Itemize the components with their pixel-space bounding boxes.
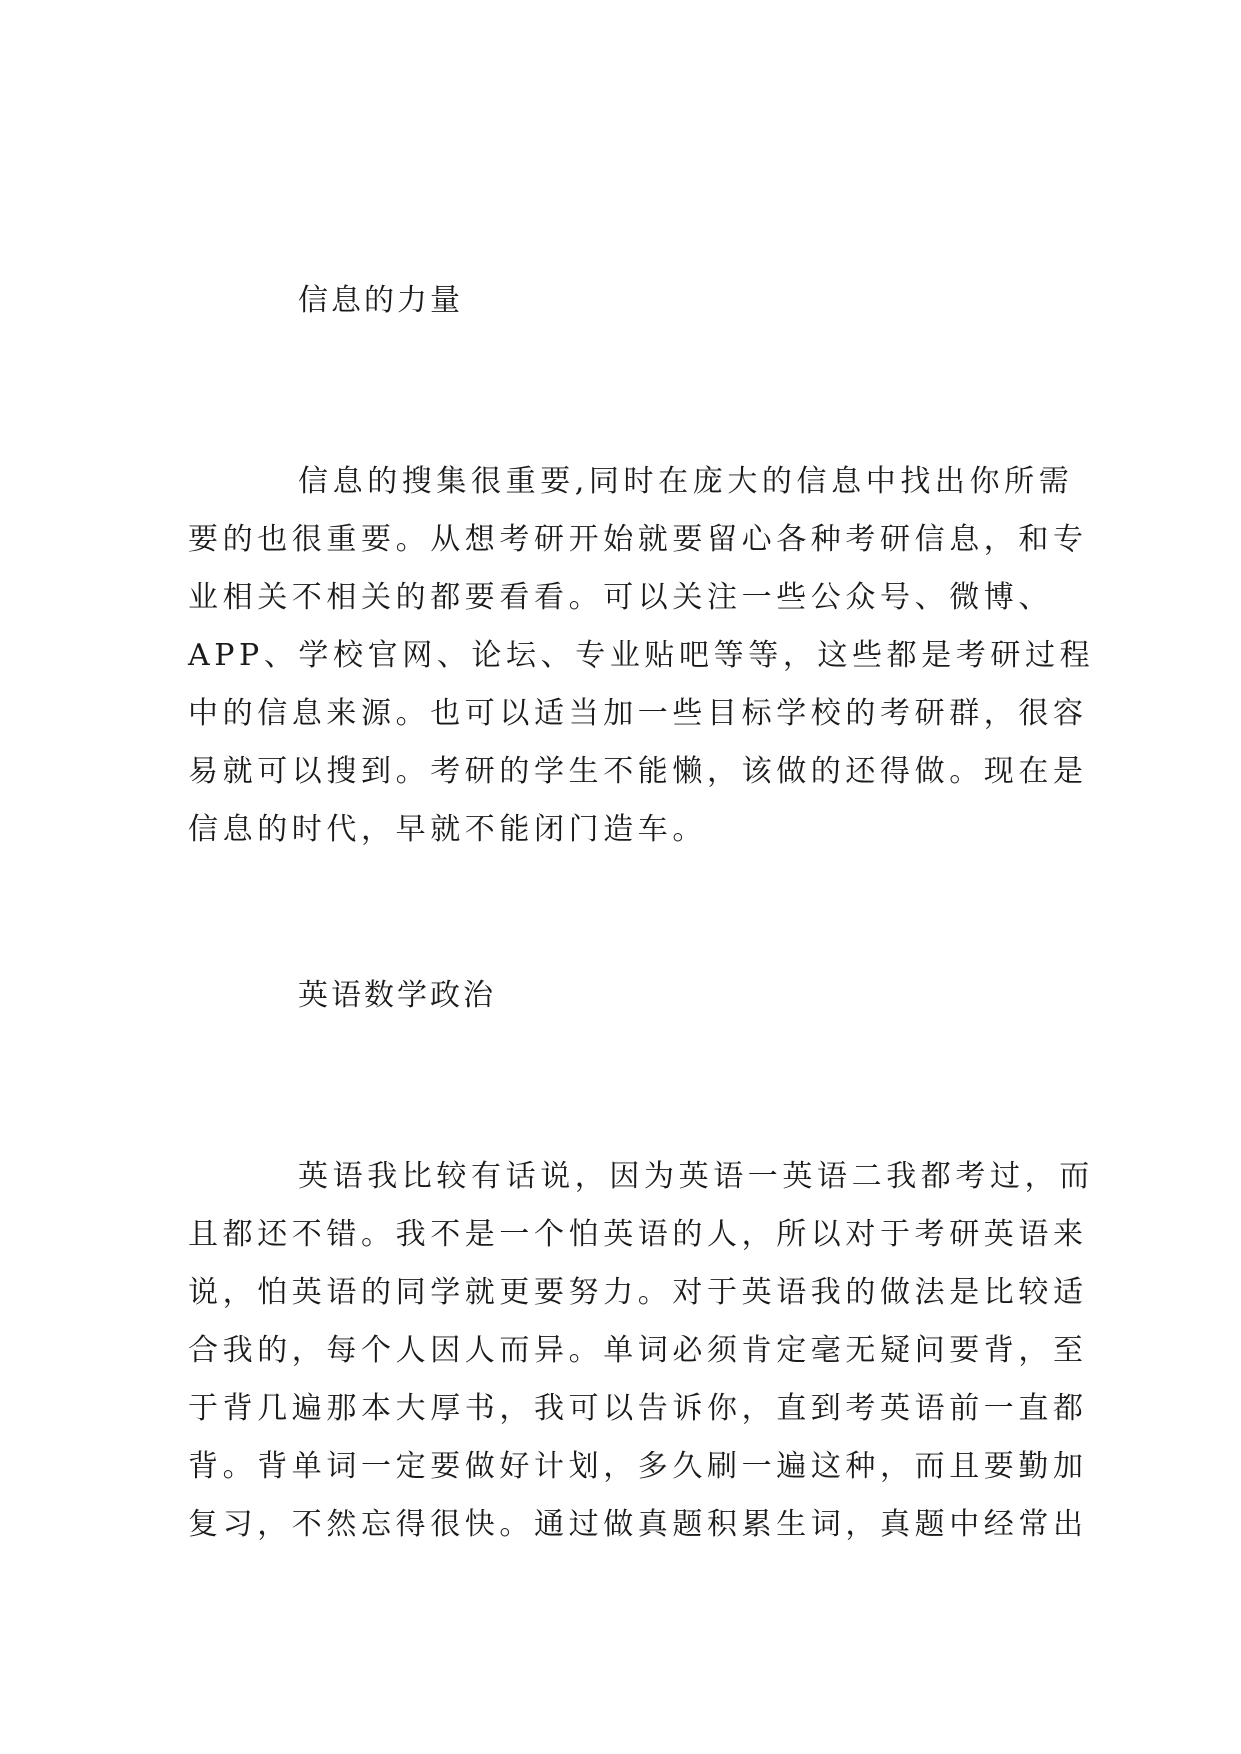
paragraph-line: 英语我比较有话说，因为英语一英语二我都考过，而	[298, 1159, 1094, 1194]
paragraph-line: 说，怕英语的同学就更要努力。对于英语我的做法是比较适	[188, 1275, 1088, 1310]
paragraph-line: 于背几遍那本大厚书，我可以告诉你，直到考英语前一直都	[188, 1391, 1088, 1426]
paragraph-line: 要的也很重要。从想考研开始就要留心各种考研信息，和专	[188, 522, 1088, 557]
section-heading-subjects: 英语数学政治	[298, 978, 496, 1013]
paragraph-line: 复习，不然忘得很快。通过做真题积累生词，真题中经常出	[188, 1507, 1088, 1542]
paragraph-information	[188, 453, 1095, 859]
paragraph-line: 合我的，每个人因人而异。单词必须肯定毫无疑问要背，至	[188, 1333, 1088, 1368]
paragraph-english	[188, 1148, 1094, 1554]
paragraph-line: 信息的搜集很重要,同时在庞大的信息中找出你所需	[298, 464, 1074, 499]
paragraph-line: 且都还不错。我不是一个怕英语的人，所以对于考研英语来	[188, 1217, 1088, 1252]
paragraph-line: 信息的时代，早就不能闭门造车。	[188, 812, 707, 847]
paragraph-line: 易就可以搜到。考研的学生不能懒，该做的还得做。现在是	[188, 754, 1088, 789]
section-heading-information: 信息的力量	[298, 283, 463, 318]
paragraph-line: 背。背单词一定要做好计划，多久刷一遍这种，而且要勤加	[188, 1449, 1088, 1484]
paragraph-line: 业相关不相关的都要看看。可以关注一些公众号、微博、	[188, 580, 1053, 615]
paragraph-line: APP、学校官网、论坛、专业贴吧等等，这些都是考研过程	[188, 638, 1095, 673]
paragraph-line: 中的信息来源。也可以适当加一些目标学校的考研群，很容	[188, 696, 1088, 731]
